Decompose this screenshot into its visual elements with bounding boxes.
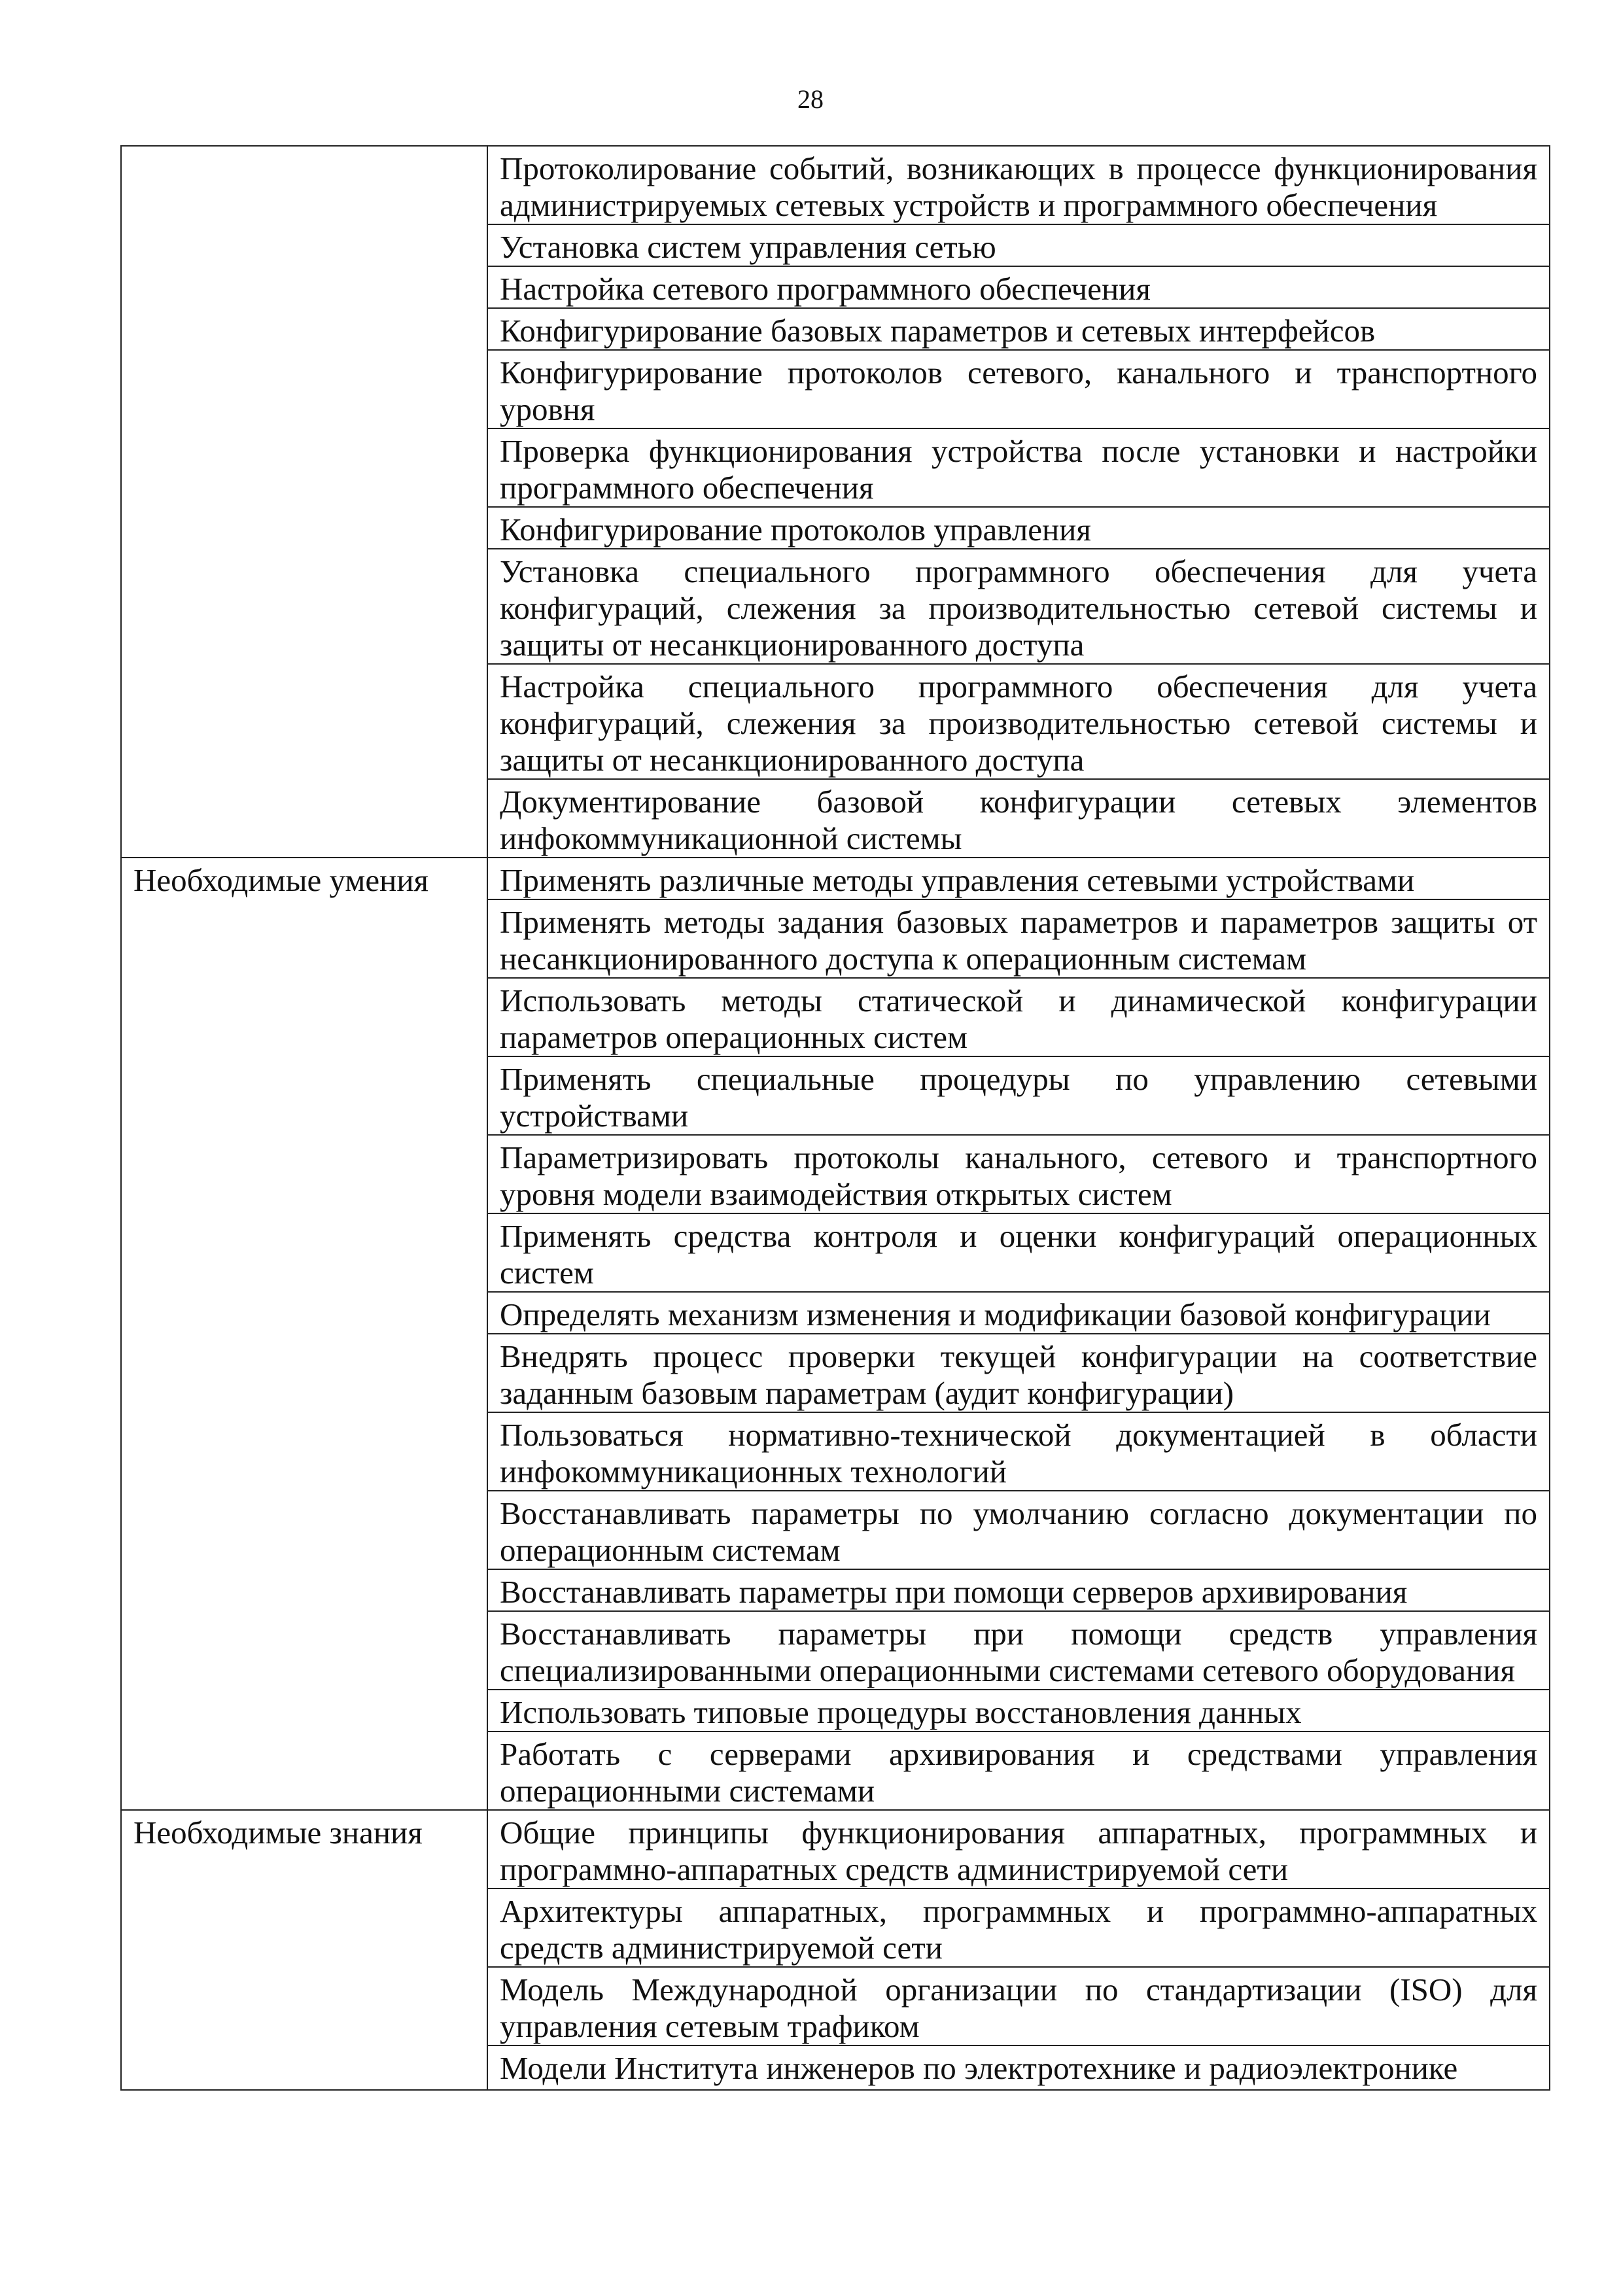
requirement-text: Восстанавливать параметры при помощи средств управления специализированными операционными системами сетевого оборудования bbox=[487, 1611, 1550, 1690]
page-number: 28 bbox=[797, 84, 824, 114]
requirement-text: Установка специального программного обеспечения для учета конфигураций, слежения за производительностью сетевой системы и защиты от несанкционированного доступа bbox=[487, 549, 1550, 664]
requirement-text: Восстанавливать параметры при помощи серверов архивирования bbox=[487, 1569, 1550, 1611]
requirement-text: Установка систем управления сетью bbox=[487, 224, 1550, 266]
table-row bbox=[121, 1810, 1550, 1888]
requirement-text: Документирование базовой конфигурации сетевых элементов инфокоммуникационной системы bbox=[487, 779, 1550, 858]
requirement-text: Настройка сетевого программного обеспечения bbox=[487, 266, 1550, 308]
requirement-text: Применять различные методы управления сетевыми устройствами bbox=[487, 858, 1550, 899]
table-row bbox=[121, 858, 1550, 899]
requirement-text: Модель Международной организации по стандартизации (ISO) для управления сетевым трафиком bbox=[487, 1967, 1550, 2045]
requirement-text: Применять методы задания базовых параметров и параметров защиты от несанкционированного доступа к операционным системам bbox=[487, 899, 1550, 978]
requirement-text: Пользоваться нормативно-технической документацией в области инфокоммуникационных технологий bbox=[487, 1412, 1550, 1491]
requirement-text: Работать с серверами архивирования и средствами управления операционными системами bbox=[487, 1731, 1550, 1810]
requirement-text: Использовать методы статической и динамической конфигурации параметров операционных систем bbox=[487, 978, 1550, 1056]
requirement-text: Общие принципы функционирования аппаратных, программных и программно-аппаратных средств администрируемой сети bbox=[487, 1810, 1550, 1888]
requirement-text: Применять средства контроля и оценки конфигураций операционных систем bbox=[487, 1213, 1550, 1292]
requirement-text: Модели Института инженеров по электротехнике и радиоэлектронике bbox=[487, 2045, 1550, 2090]
section-label: Необходимые умения bbox=[121, 858, 487, 1810]
requirement-text: Определять механизм изменения и модификации базовой конфигурации bbox=[487, 1292, 1550, 1334]
requirement-text: Конфигурирование протоколов сетевого, канального и транспортного уровня bbox=[487, 350, 1550, 428]
requirement-text: Использовать типовые процедуры восстановления данных bbox=[487, 1690, 1550, 1731]
requirement-text: Параметризировать протоколы канального, сетевого и транспортного уровня модели взаимодействия открытых систем bbox=[487, 1135, 1550, 1213]
requirement-text: Восстанавливать параметры по умолчанию согласно документации по операционным системам bbox=[487, 1491, 1550, 1569]
section-label: Необходимые знания bbox=[121, 1810, 487, 2090]
requirement-text: Настройка специального программного обеспечения для учета конфигураций, слежения за производительностью сетевой системы и защиты от несанкционированного доступа bbox=[487, 664, 1550, 779]
requirement-text: Проверка функционирования устройства после установки и настройки программного обеспечения bbox=[487, 428, 1550, 507]
table-row bbox=[121, 146, 1550, 224]
requirements-table-body bbox=[121, 146, 1550, 2090]
requirement-text: Внедрять процесс проверки текущей конфигурации на соответствие заданным базовым параметрам (аудит конфигурации) bbox=[487, 1334, 1550, 1412]
requirements-table bbox=[120, 145, 1550, 2091]
section-label bbox=[121, 146, 487, 858]
requirement-text: Применять специальные процедуры по управлению сетевыми устройствами bbox=[487, 1056, 1550, 1135]
requirement-text: Конфигурирование базовых параметров и сетевых интерфейсов bbox=[487, 308, 1550, 350]
requirement-text: Конфигурирование протоколов управления bbox=[487, 507, 1550, 549]
requirement-text: Протоколирование событий, возникающих в процессе функционирования администрируемых сетевых устройств и программного обеспечения bbox=[487, 146, 1550, 224]
requirement-text: Архитектуры аппаратных, программных и программно-аппаратных средств администрируемой сети bbox=[487, 1888, 1550, 1967]
